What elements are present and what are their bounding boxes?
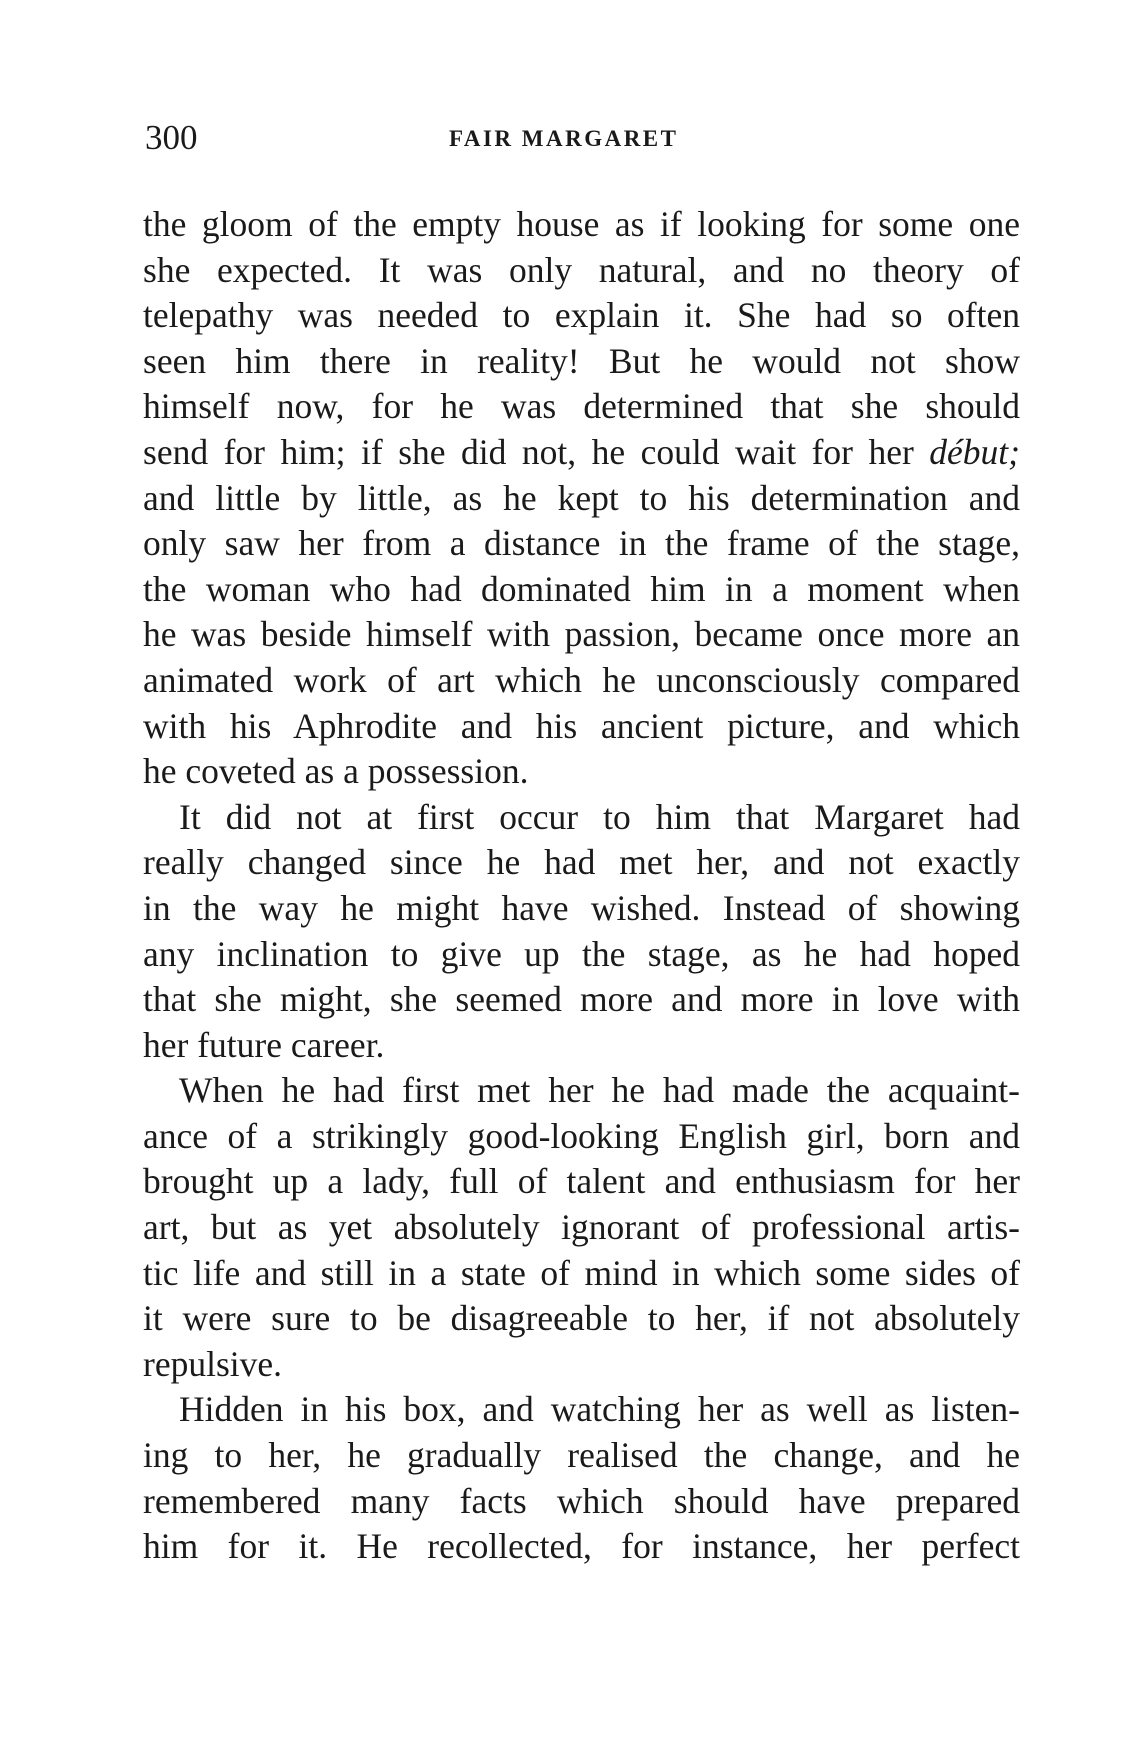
text-line: her future career.: [143, 1024, 385, 1065]
paragraph-4: [143, 1387, 1020, 1569]
text-line: Hidden in his box, and watching her as well as listen-: [179, 1389, 1020, 1430]
text-line: the woman who had dominated him in a moment when: [143, 568, 1020, 609]
paragraph-2: [143, 795, 1020, 1069]
text-line: remembered many facts which should have prepared: [143, 1480, 1020, 1521]
text-line: really changed since he had met her, and not exactly: [143, 842, 1020, 883]
text-line: ing to her, he gradually realised the change, and he: [143, 1435, 1020, 1476]
page-header: [145, 118, 1015, 158]
paragraph-3: [143, 1068, 1020, 1387]
text-line: in the way he might have wished. Instead of showing: [143, 887, 1020, 928]
text-line: him for it. He recollected, for instance, her perfect: [143, 1526, 1020, 1567]
text-line: art, but as yet absolutely ignorant of professional artis-: [143, 1207, 1020, 1248]
text-line: himself now, for he was determined that she should: [143, 386, 1020, 427]
text-line: telepathy was needed to explain it. She had so often: [143, 295, 1020, 336]
text-line: any inclination to give up the stage, as he had hoped: [143, 933, 1020, 974]
text-line: It did not at first occur to him that Margaret had: [179, 796, 1020, 837]
text-line: it were sure to be disagreeable to her, if not absolutely: [143, 1298, 1020, 1339]
text-line: ance of a strikingly good-looking English girl, born and: [143, 1115, 1020, 1156]
text-line: send for him; if she did not, he could wait for her début;: [143, 431, 1020, 472]
text-line: brought up a lady, full of talent and enthusiasm for her: [143, 1161, 1020, 1202]
text-line: he was beside himself with passion, became once more an: [143, 614, 1020, 655]
text-line: repulsive.: [143, 1343, 283, 1384]
text-line: she expected. It was only natural, and no theory of: [143, 249, 1020, 290]
text-line: tic life and still in a state of mind in which some sides of: [143, 1252, 1020, 1293]
paragraph-1: [143, 202, 1020, 795]
text-line: only saw her from a distance in the frame of the stage,: [143, 523, 1020, 564]
text-line: the gloom of the empty house as if looking for some one: [143, 204, 1020, 244]
page-number: 300: [145, 118, 198, 157]
italic-word: début;: [929, 431, 1020, 472]
body-text: [143, 202, 1020, 1570]
text-line: that she might, she seemed more and more in love with: [143, 979, 1020, 1020]
text-line: When he had first met her he had made the acquaint-: [179, 1070, 1020, 1111]
text-line: seen him there in reality! But he would not show: [143, 340, 1020, 381]
text-line: with his Aphrodite and his ancient picture, and which: [143, 705, 1020, 746]
running-title: FAIR MARGARET: [449, 126, 679, 151]
text-line: he coveted as a possession.: [143, 751, 529, 792]
text-line: and little by little, as he kept to his determination and: [143, 477, 1020, 518]
text-line: animated work of art which he unconsciously compared: [143, 659, 1020, 700]
